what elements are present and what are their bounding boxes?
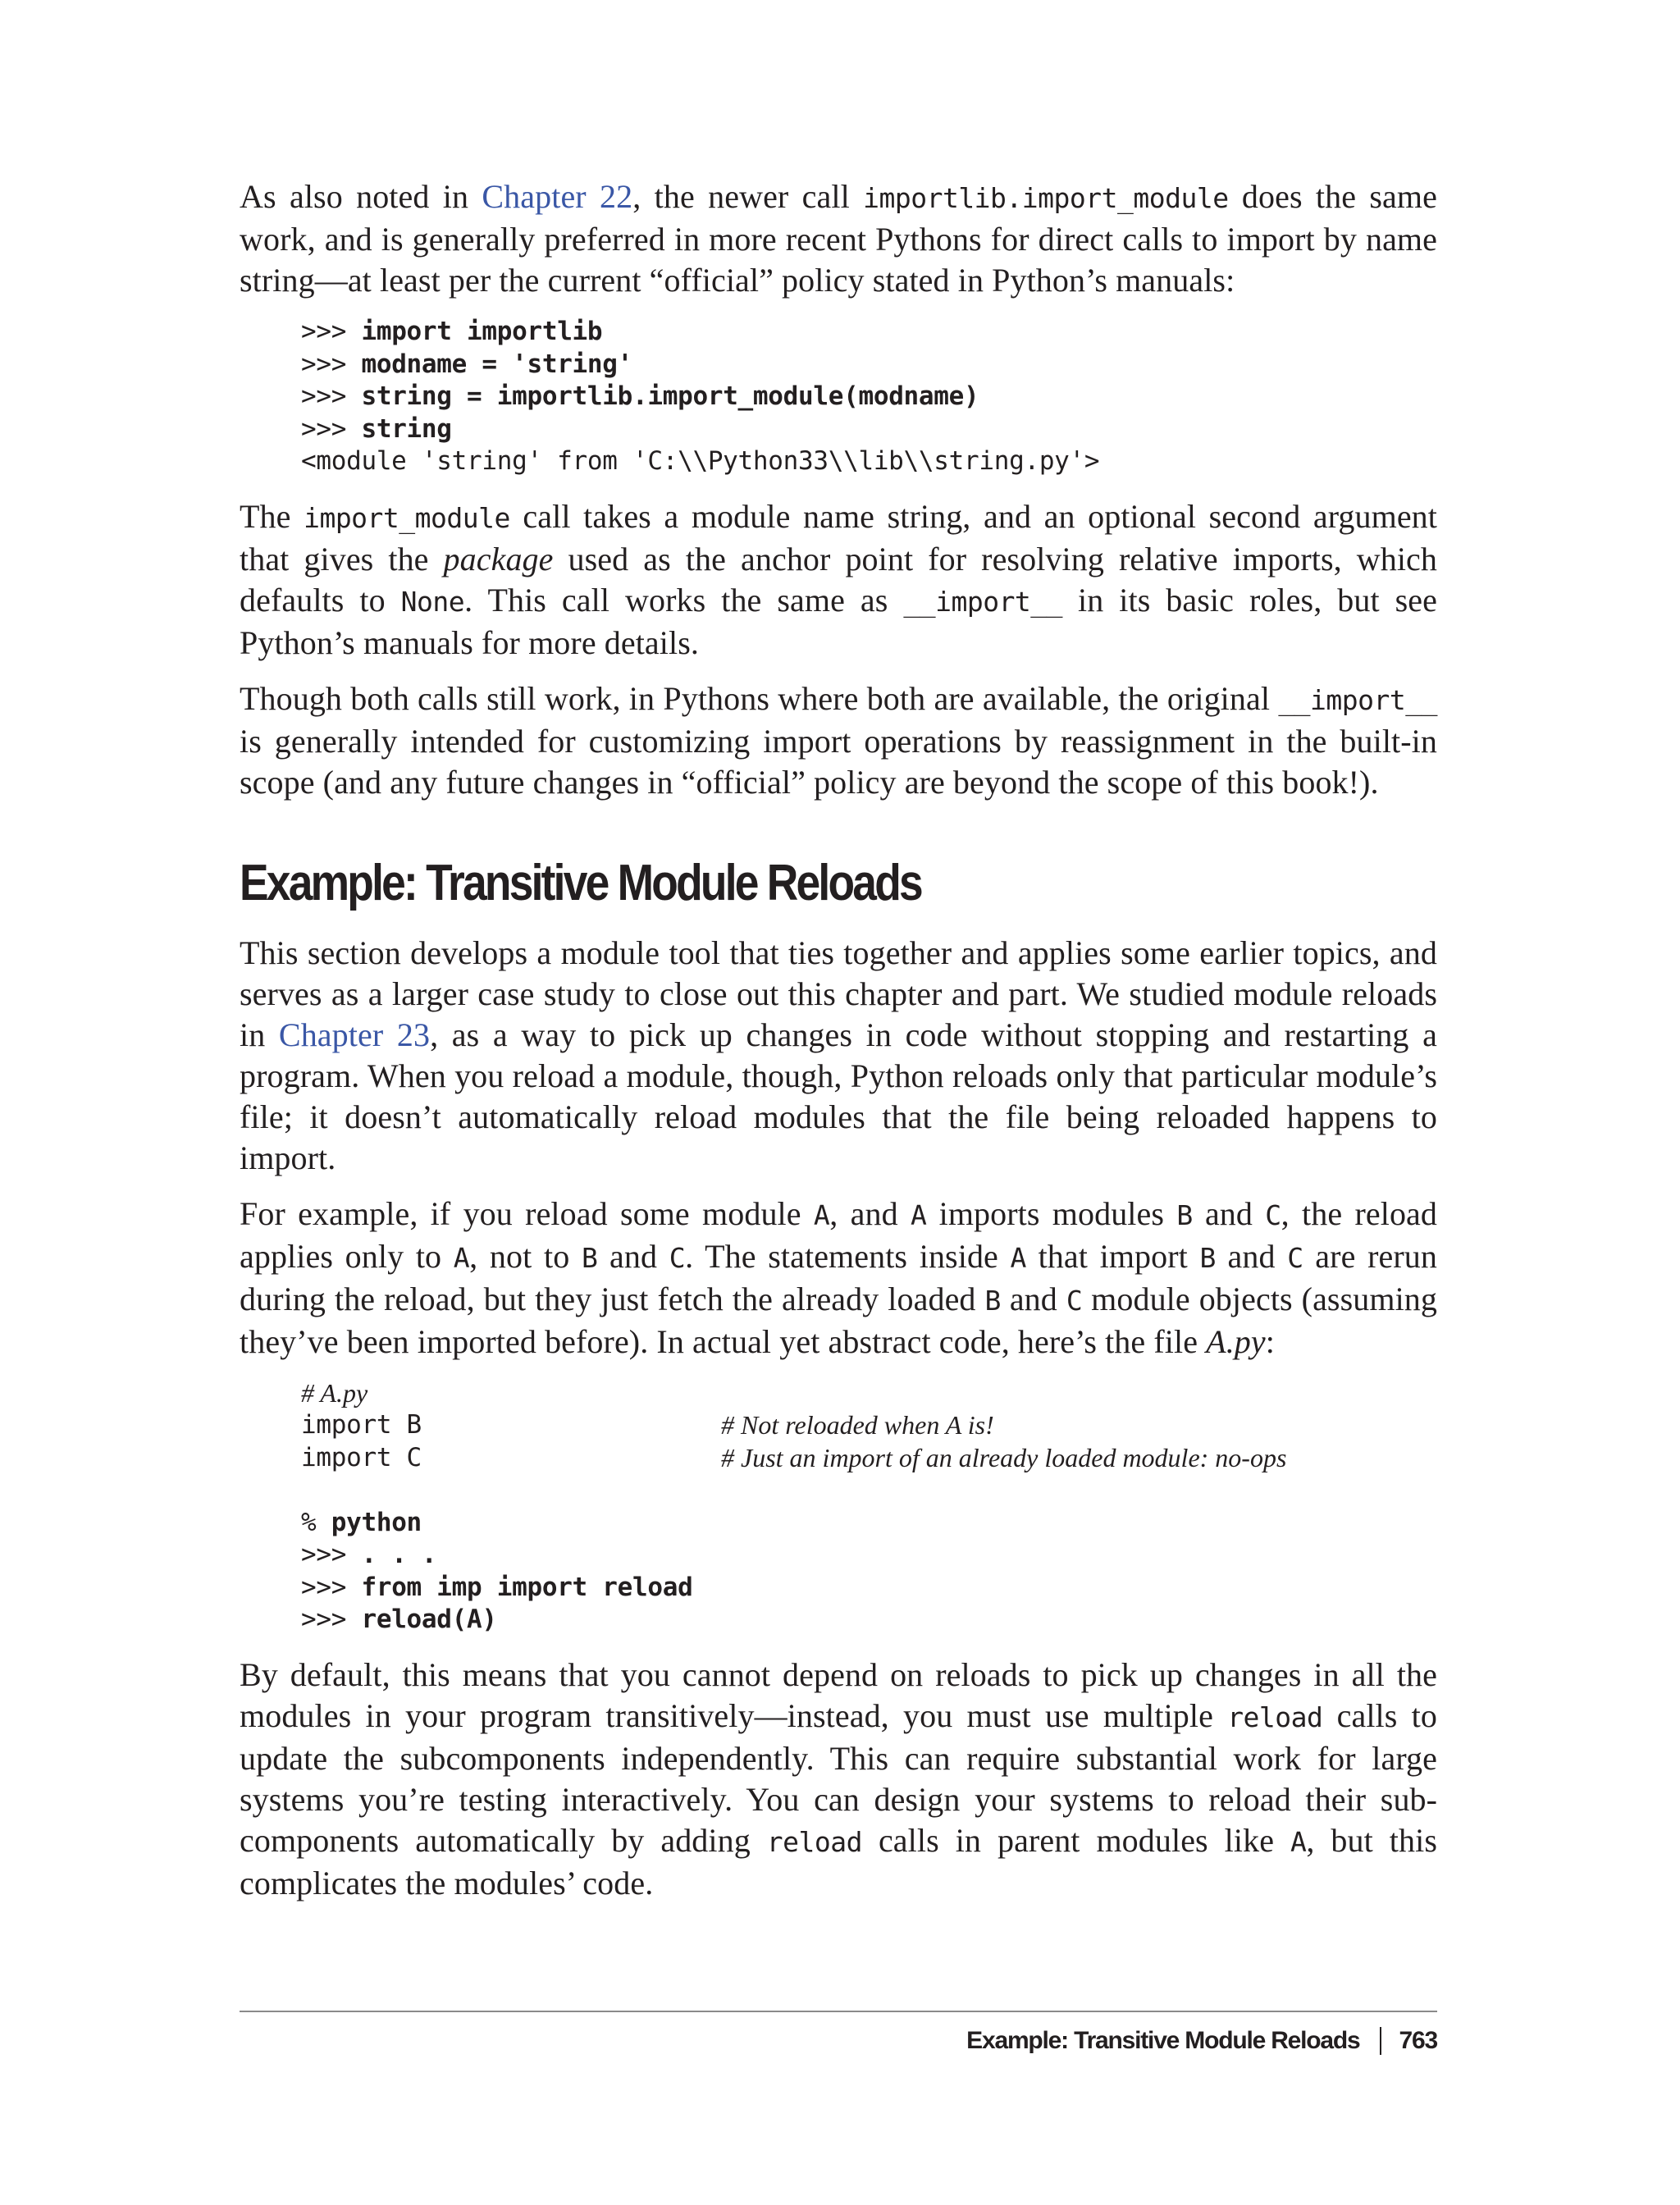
code-line: [301, 413, 1437, 446]
running-head: Example: Transitive Module Reloads: [966, 2027, 1360, 2054]
text: module objects (assuming they’ve been imported before). In actual yet abstract code, here’s the file: [240, 1280, 1437, 1360]
paragraph-transitive: [240, 1655, 1437, 1904]
inline-code: reload: [766, 1825, 862, 1858]
command: string = importlib.import_module(modname): [361, 381, 979, 411]
prompt: >>>: [301, 1572, 362, 1602]
inline-code: reload: [1227, 1701, 1323, 1733]
code-line: [301, 1604, 1437, 1637]
code-line: [301, 1507, 1437, 1540]
command: . . .: [361, 1540, 437, 1569]
inline-code: B: [984, 1284, 1001, 1317]
inline-code: __import__: [903, 585, 1063, 618]
text: , and: [829, 1194, 911, 1232]
command: python: [331, 1507, 422, 1537]
text: The: [240, 497, 304, 535]
text: . This call works the same as: [464, 581, 904, 619]
code-comment: # Just an import of an already loaded module: no-ops: [721, 1442, 1287, 1472]
page-content: [240, 176, 1437, 1919]
command: string: [361, 413, 452, 444]
text: does the same work, and is generally preferred in more recent Pythons for direct calls to import by name string—at least per the current “official” policy stated in Python’s manuals:: [240, 178, 1437, 299]
text: For example, if you reload some module: [240, 1194, 814, 1232]
section-heading: Example: Transitive Module Reloads: [240, 854, 921, 911]
page-number: 763: [1399, 2027, 1437, 2054]
prompt: >>>: [301, 1540, 362, 1569]
text: and: [1192, 1194, 1266, 1232]
code-output-line: <module 'string' from 'C:\\Python33\\lib\\string.py'>: [301, 446, 1100, 476]
prompt: >>>: [301, 381, 362, 411]
code-line: [301, 316, 1437, 349]
text: , the newer call: [632, 178, 864, 215]
text: , the reload applies only to: [240, 1194, 1437, 1275]
inline-code: A: [1290, 1825, 1307, 1858]
command: modname = 'string': [361, 349, 633, 379]
page-footer: [966, 2025, 1437, 2057]
inline-code: C: [1265, 1198, 1281, 1231]
inline-code: A: [813, 1198, 830, 1231]
command: import importlib: [361, 317, 603, 346]
text: As also noted in: [240, 178, 482, 215]
text: that import: [1025, 1237, 1200, 1275]
code-text: import B: [301, 1410, 422, 1440]
text: is generally intended for customizing import operations by reassignment in the built-in scope (and any future changes in “official” policy are beyond the scope of this book!).: [240, 722, 1437, 801]
text: , but this complicates the modules’ code.: [240, 1821, 1437, 1901]
command: reload(A): [361, 1605, 497, 1634]
inline-code: importlib.import_module: [863, 182, 1229, 214]
inline-code: C: [1287, 1241, 1303, 1274]
prompt: >>>: [301, 1605, 362, 1634]
text: and: [597, 1237, 669, 1275]
code-line: [301, 1409, 1437, 1442]
code-comment: # A.py: [301, 1377, 368, 1408]
inline-code: A: [453, 1241, 470, 1274]
code-line: [301, 381, 1437, 413]
text: and: [1000, 1280, 1066, 1317]
text: , not to: [469, 1237, 582, 1275]
code-block-importlib: [301, 316, 1437, 478]
text: calls to update the subcomponents independently. This can require substantial work for large systems you’re testing interactively. You can design your systems to reload their subcomponents automatically by adding: [240, 1696, 1437, 1859]
emphasis: A.py: [1206, 1322, 1266, 1360]
code-line: [301, 349, 1437, 381]
text: in its basic roles, but see Python’s manuals for more details.: [240, 581, 1437, 661]
emphasis: package: [443, 540, 554, 578]
inline-code: __import__: [1278, 683, 1437, 716]
text: calls in parent modules like: [862, 1821, 1290, 1859]
chapter-22-link[interactable]: Chapter 22: [482, 178, 633, 215]
code-comment: # Not reloaded when A is!: [721, 1410, 994, 1440]
text: call takes a module name string, and an optional second argument that gives the: [240, 497, 1437, 578]
inline-code: B: [581, 1241, 598, 1274]
text: used as the anchor point for resolving relative imports, which defaults to: [240, 540, 1437, 619]
text: , as a way to pick up changes in code without stopping and restarting a program. When you reload a module, though, Python reloads only that particular module’s file; it doesn’t automatically reload modules that the file being reloaded happens to import.: [240, 1016, 1437, 1176]
code-text: import C: [301, 1442, 422, 1472]
code-line: [301, 1572, 1437, 1605]
inline-code: C: [669, 1241, 686, 1274]
prompt: >>>: [301, 413, 362, 444]
inline-code: B: [1176, 1198, 1193, 1231]
paragraph-section-intro: [240, 933, 1437, 1179]
inline-code: import_module: [304, 501, 510, 534]
text: . The statements inside: [685, 1237, 1011, 1275]
inline-code: None: [400, 585, 465, 618]
prompt: >>>: [301, 317, 362, 346]
prompt: >>>: [301, 349, 362, 379]
chapter-23-link[interactable]: Chapter 23: [278, 1016, 431, 1053]
paragraph-both-calls: [240, 678, 1437, 803]
paragraph-import-module: [240, 496, 1437, 664]
text: :: [1265, 1322, 1275, 1360]
text: By default, this means that you cannot depend on reloads to pick up changes in all the modules in your program transitively—instead, you must use multiple: [240, 1655, 1437, 1734]
code-block-reload: [301, 1377, 1437, 1637]
text: This section develops a module tool that ties together and applies some earlier topics, and serves as a larger case study to close out this chapter and part. We studied module reloads in: [240, 934, 1437, 1053]
command: from imp import reload: [361, 1572, 693, 1602]
text: are rerun during the reload, but they just fetch the already loaded: [240, 1237, 1437, 1317]
footer-rule: [240, 2011, 1437, 2012]
text: imports modules: [926, 1194, 1177, 1232]
inline-code: C: [1066, 1284, 1083, 1317]
text: and: [1215, 1237, 1288, 1275]
text: Though both calls still work, in Pythons where both are available, the original: [240, 679, 1279, 717]
prompt: %: [301, 1507, 331, 1537]
code-line: [301, 1539, 1437, 1572]
inline-code: A: [910, 1198, 927, 1231]
paragraph-example: [240, 1194, 1437, 1363]
paragraph-importlib-intro: [240, 176, 1437, 301]
footer-separator: [1380, 2027, 1381, 2055]
inline-code: A: [1010, 1241, 1026, 1274]
blank-line: [301, 1474, 1437, 1507]
inline-code: B: [1199, 1241, 1216, 1274]
code-line: [301, 1442, 1437, 1475]
